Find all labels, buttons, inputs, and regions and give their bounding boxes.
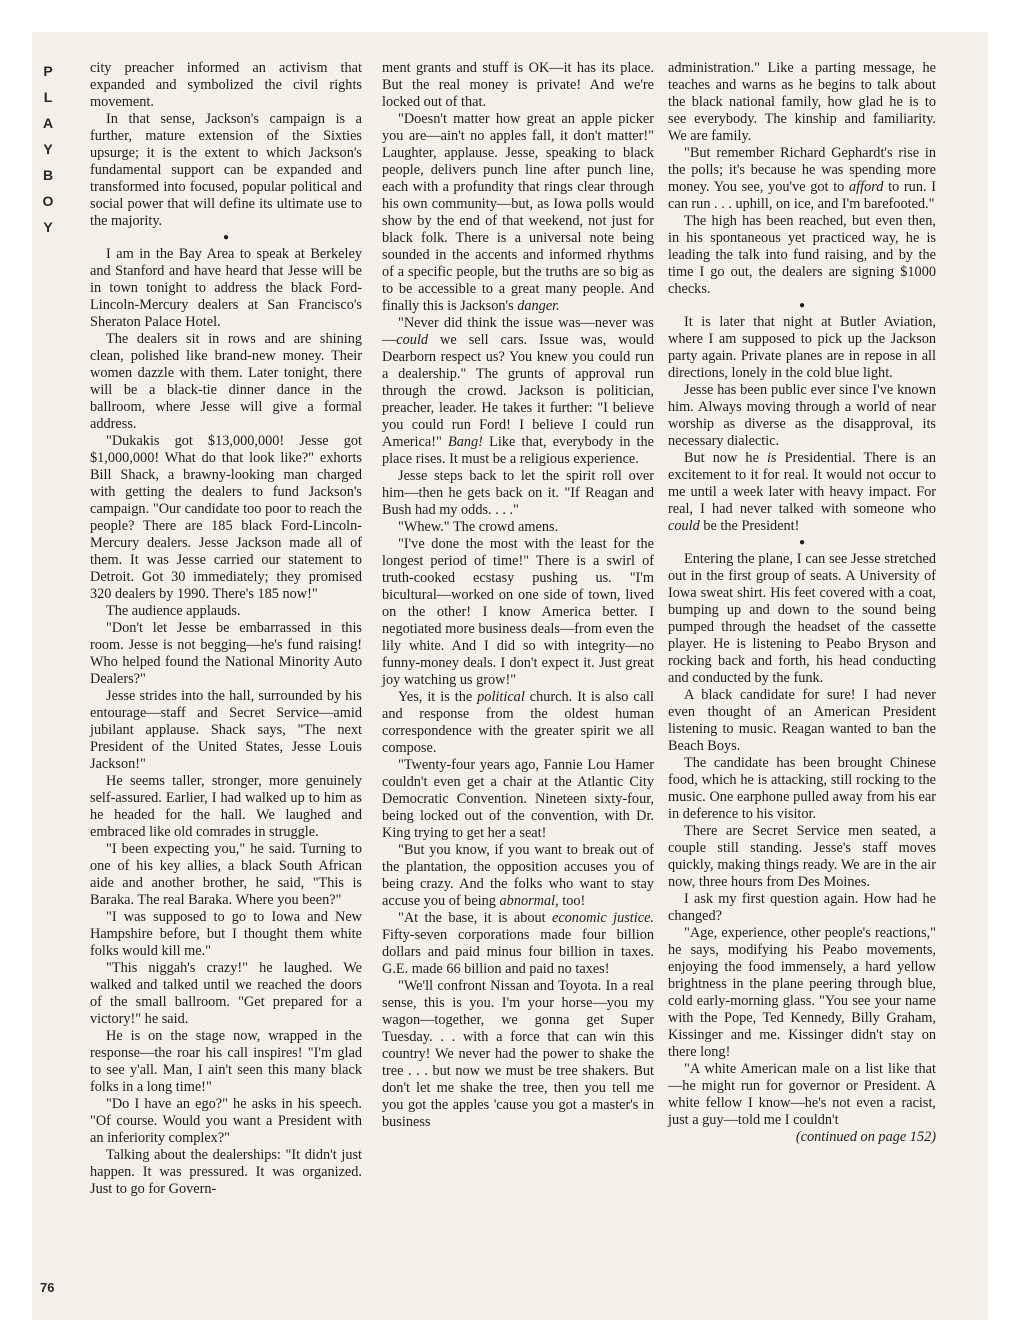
paragraph: "We'll confront Nissan and Toyota. In a real sense, this is you. I'm your horse—you my wagon—together, we gonna get Super Tuesday. . . with a force that can win this country! We never had the power to shake the tree . . . but now we must be tree shakers. But don't let me shake the tree, then you tell me you got the apples 'cause you got a master's in business [382, 978, 654, 1130]
text-run: Yes, it is the [398, 689, 478, 705]
paragraph: He seems taller, stronger, more genuinely self-assured. Earlier, I had walked up to him as he headed for the hall. We laughed and embraced like old comrades in struggle. [90, 773, 362, 840]
text-run: But now he [684, 450, 767, 466]
emphasis: economic justice. [551, 910, 654, 926]
article-column-2 [382, 60, 654, 1131]
masthead-letter: Y [43, 219, 53, 235]
emphasis: is [766, 450, 777, 466]
paragraph [382, 689, 654, 757]
paragraph: "I was supposed to go to Iowa and New Hampshire before, but I thought them white folks would kill me." [90, 909, 362, 959]
text-run: church. It is also call and response from the oldest human correspondence with the greater spirit we all compose. [382, 689, 654, 756]
paragraph: "A white American male on a list like that—he might run for governor or President. A white fellow I know—he's not even a racist, just a guy—told me I couldn't [668, 1061, 936, 1128]
paragraph: In that sense, Jackson's campaign is a further, mature extension of the Sixties upsurge; it is the extent to which Jackson's fundamental support can be expanded and transformed into focused, popular political and social power that will define its ultimate use to the majority. [90, 111, 362, 229]
paragraph: I am in the Bay Area to speak at Berkeley and Stanford and have heard that Jesse will be in town tonight to address the black Ford-Lincoln-Mercury dealers at San Francisco's Sheraton Palace Hotel. [90, 246, 362, 330]
paragraph: There are Secret Service men seated, a couple still standing. Jesse's staff moves quickly, making things ready. We are in the air now, three hours from Des Moines. [668, 823, 936, 890]
paragraph [668, 145, 936, 213]
emphasis: Bang! [448, 434, 483, 450]
paragraph: "Age, experience, other people's reactions," he says, modifying his Peabo movements, enjoying the food immensely, a hard yellow brightness in the plane peering through blue, cold early-morning glass. "You see your name with the Pope, Ted Kennedy, Billy Graham, Kissinger and me. Kissinger didn't stay on there long! [668, 925, 936, 1060]
text-run: "But you know, if you want to break out of the plantation, the opposition accuses you of being crazy. And the folks who want to stay accuse you of being [382, 842, 654, 909]
text-run: be the President! [699, 518, 800, 534]
text-run: we sell cars. Issue was, would Dearborn respect us? You knew you could run a dealership." The grunts of approval run through the crowd. Jackson is politician, preacher, leader. He takes it further: "I believe you could run Ford! I believe I could run America!" [382, 332, 654, 450]
section-separator: ● [798, 300, 806, 311]
paragraph [668, 450, 936, 535]
paragraph: Jesse has been public ever since I've known him. Always moving through a world of near worship as diverse as the disapproval, its necessary dialectic. [668, 382, 936, 449]
paragraph: The candidate has been brought Chinese food, which he is attacking, still rocking to the music. One earphone pulled away from his ear in deference to his visitor. [668, 755, 936, 822]
paragraph: "Don't let Jesse be embarrassed in this room. Jesse is not begging—he's fund raising! Who helped found the National Minority Auto Dealers?" [90, 620, 362, 687]
masthead-letter: O [42, 193, 54, 209]
magazine-page [32, 32, 988, 1320]
section-separator: ● [222, 232, 230, 243]
paragraph: The high has been reached, but even then, in his spontaneous yet practiced way, he is leading the talk into fund raising, and by the time I go out, the dealers are signing $1000 checks. [668, 213, 936, 297]
paragraph [382, 111, 654, 315]
text-run: too! [558, 893, 586, 909]
emphasis: danger. [517, 298, 560, 314]
masthead-letter: A [42, 115, 54, 131]
paragraph: The audience applauds. [106, 603, 241, 619]
paragraph [382, 315, 654, 468]
paragraph: Jesse strides into the hall, surrounded by his entourage—staff and Secret Service—amid jubilant applause. Shack says, "The next President of the United States, Jesse Louis Jackson!" [90, 688, 362, 772]
continued-on-page-note: (continued on page 152) [795, 1129, 936, 1145]
paragraph: "This niggah's crazy!" he laughed. We walked and talked until we reached the doors of the small ballroom. "Get prepared for a victory!" he said. [90, 960, 362, 1027]
paragraph: A black candidate for sure! I had never even thought of an American President listening to music. Reagan wanted to ban the Beach Boys. [668, 687, 936, 754]
paragraph: "Do I have an ego?" he asks in his speech. "Of course. Would you want a President with an inferiority complex?" [90, 1096, 362, 1146]
paragraph: ment grants and stuff is OK—it has its place. But the real money is private! And we're locked out of that. [382, 60, 654, 110]
text-run: Like that, everybody in the place rises. It must be a religious experience. [382, 434, 654, 467]
paragraph: "I've done the most with the least for the longest period of time!" There is a swirl of truth-cooked ecstasy pushing us. "I'm bicultural—worked on one side of town, lived on the other! I know America better. I negotiated more business deals—from even the lily white. And I did so with integrity—no funny-money deals. I don't expect it. Just great joy watching us grow!" [382, 536, 654, 688]
text-run: to run. I can run . . . uphill, on ice, and I'm barefooted." [668, 179, 936, 212]
paragraph: Jesse steps back to let the spirit roll over him—then he gets back on it. "If Reagan and Bush had my odds. . . ." [382, 468, 654, 518]
masthead-letter: P [43, 63, 53, 79]
paragraph: "Twenty-four years ago, Fannie Lou Hamer couldn't even get a chair at the Atlantic City Democratic Convention. Nineteen sixty-four, being locked out of the convention, with Dr. King trying to get her a seat! [382, 757, 654, 841]
paragraph [382, 842, 654, 910]
text-run: "Doesn't matter how great an apple picker you are—ain't no apples fall, it don't matter!" Laughter, applause. Jesse, speaking to black people, delivers punch line after punch line, each with a profundity that rings clear through his own community—but, as Iowa polls would show by the end of that weekend, not just for black folk. There is a universal note being sounded in the accents and informed rhythms of a specific people, but the truths are so big as to be accessible to a great many people. And finally this is Jackson's [382, 111, 654, 314]
paragraph [382, 910, 654, 978]
page-number: 76 [40, 1280, 55, 1295]
paragraph: Entering the plane, I can see Jesse stretched out in the first group of seats. A University of Iowa sweat shirt. His feet covered with a coat, bumping up and down to the sound being pumped through the headset of the cassette player. He is listening to Peabo Bryson and rocking back and forth, his head conducting and conducted by the funk. [668, 551, 936, 686]
paragraph: It is later that night at Butler Aviation, where I am supposed to pick up the Jackson party again. Private planes are in repose in all directions, lonely in the cold blue light. [668, 314, 936, 381]
masthead-letter: B [42, 167, 54, 183]
text-run: "At the base, it is about [398, 910, 552, 926]
paragraph: Talking about the dealerships: "It didn't just happen. It was pressured. It was organized. Just to go for Govern- [90, 1147, 362, 1197]
paragraph: The dealers sit in rows and are shining clean, polished like brand-new money. Their women dazzle with them. Later tonight, there will be a black-tie dinner dance in the ballroom, where Jesse will give a formal address. [90, 331, 362, 432]
emphasis: could [396, 332, 429, 348]
paragraph: He is on the stage now, wrapped in the response—the roar his call inspires! "I'm glad to see y'all. Man, I ain't seen this many black folks in a long time!" [90, 1028, 362, 1095]
emphasis: abnormal, [499, 893, 559, 909]
paragraph: "Whew." The crowd amens. [398, 519, 559, 535]
text-run: "Never did think the issue was—never was— [382, 315, 654, 348]
paragraph: administration." Like a parting message, he teaches and warns as he begins to talk about the black national family, how glad he is to see everybody. The kinship and familiarity. We are family. [668, 60, 936, 144]
masthead-letter: Y [43, 141, 53, 157]
text-run: Presidential. There is an excitement to it for real. It would not occur to me until a week later with heavy impact. For real, I had never talked with someone who [668, 450, 936, 517]
paragraph: "Dukakis got $13,000,000! Jesse got $1,000,000! What do that look like?" exhorts Bill Shack, a brawny-looking man charged with getting the dealers to fund Jackson's campaign. "Our candidate too poor to reach the people? There are 185 black Ford-Lincoln-Mercury dealers. Jesse Jackson made all of them. It was Jesse carried our statement to Detroit. Got 30 immediately; they promised 320 dealers by 1990. There's 185 now!" [90, 433, 362, 602]
paragraph: "I been expecting you," he said. Turning to one of his key allies, a black South African aide and another brother, he said, "This is Baraka. The real Baraka. Where you been?" [90, 841, 362, 908]
playboy-masthead [36, 58, 60, 240]
article-column-3 [668, 60, 936, 1146]
emphasis: afford [849, 179, 884, 195]
emphasis: could [668, 518, 700, 534]
emphasis: political [477, 689, 525, 705]
paragraph: I ask my first question again. How had he changed? [668, 891, 936, 924]
masthead-letter: L [43, 89, 53, 105]
text-run: Fifty-seven corporations made four billion dollars and paid minus four billion in taxes. G.E. made 66 billion and paid no taxes! [382, 927, 654, 977]
article-column-1 [90, 60, 362, 1198]
text-run: "But remember Richard Gephardt's rise in the polls; it's because he was spending more money. You see, you've got to [668, 145, 936, 195]
paragraph: city preacher informed an activism that expanded and symbolized the civil rights movement. [90, 60, 362, 110]
section-separator: ● [798, 537, 806, 548]
